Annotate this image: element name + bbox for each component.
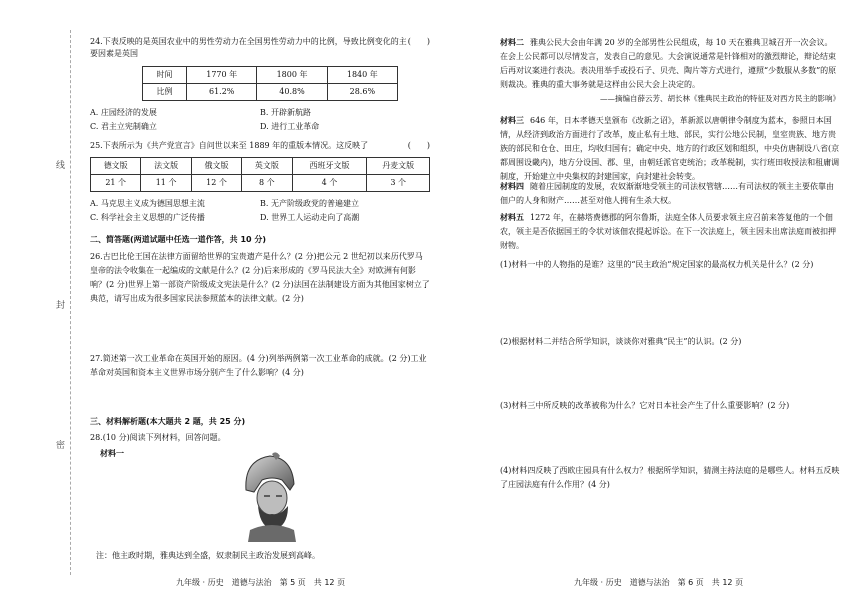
option-b: B. 无产阶级政党的普遍建立 [260,199,359,208]
q24-table-cell: 61.2% [187,84,257,101]
q25-table-cell: 3 个 [367,175,430,192]
q24-table-cell: 40.8% [257,84,327,101]
material-5 [500,211,840,253]
q24-options [90,107,430,133]
material-3-text: 646 年，日本孝德天皇颁布《改新之诏》，革新派以唐朝律令制度为蓝本，参照日本国情，从经济到政治方面进行了改革，废止私有土地、部民，实行公地公民制，皇室贵族、地方贵族的部民和仓仓、田庄，均收归国有；确定中央、地方的行政区划和组织，中央仿唐制设八省(京都周围设畿内)，地方分设国、郡、里，由朝廷派官吏统治；改革税制，实行班田收授法和租庸调制度，开始建立中央集权的封建国家，向封建社会转变。 [500,116,840,181]
q25-table [90,157,430,192]
option-d: D. 进行工业革命 [260,122,320,131]
q24-table-cell: 28.6% [327,84,397,101]
material-4-text: 随着庄园制度的发展，农奴渐渐地受领主的司法权管辖……有司法权的领主主要依靠由佃户的人身和财产……甚至对他人拥有生杀大权。 [500,182,834,205]
section-2-heading: 二、简答题(两道试题中任选一道作答，共 10 分) [90,235,267,244]
material-5-label: 材料五 [500,213,524,222]
answer-bracket: ( ) [407,141,430,150]
side-mark-mi: 密 [56,441,66,451]
pericles-bust-image [232,450,302,542]
q24-table [142,66,398,101]
material-4-label: 材料四 [500,182,524,191]
q24-table-cell: 1840 年 [327,67,397,84]
material-1-note: 注：他主政时期，雅典达到全盛，奴隶制民主政治发展到高峰。 [96,551,320,560]
material-2-label: 材料二 [500,38,524,47]
question-28: 28.(10 分)阅读下列材料，回答问题。 [90,433,226,442]
material-2-text: 雅典公民大会由年满 20 岁的全部男性公民组成，每 10 天在雅典卫城召开一次会议。在会上公民都可以尽情发言，发表自己的意见。大会演说通常是针锋相对的激烈辩论，辩论结束后再对议案进行表决。表决用举手或投石子、贝壳、陶片等方式进行，遵照“少数服从多数”的原则裁决。雅典的重大事务就是这样由公民大会上决定的。 [500,38,837,89]
section-3-heading: 三、材料解析题(本大题共 2 题，共 25 分) [90,417,246,426]
material-5-text: 1272 年，在赫塔费德郡的阿尔鲁斯，法庭全体人员要求领主应召前来答复他的一个佃农，领主是否依据国王的令状对该佃农提起诉讼。在下一次法庭上，领主因未出席法庭而被扣押财物。 [500,213,836,250]
answer-bracket: ( ) [407,37,430,46]
side-mark-feng: 封 [56,301,66,311]
material-1-label: 材料一 [100,448,124,458]
page-footer-right: 九年级 · 历史 道德与法治 第 6 页 共 12 页 [574,578,744,587]
q25-table-cell: 德文版 [91,158,141,175]
sub-question-3: (3)材料三中所反映的改革被称为什么？它对日本社会产生了什么重要影响？(2 分) [500,401,790,410]
option-c: C. 君主立宪制确立 [90,122,157,131]
option-c: C. 科学社会主义思想的广泛传播 [90,213,205,222]
sub-question-2: (2)根据材料二并结合所学知识，谈谈你对雅典“民主”的认识。(2 分) [500,337,742,346]
q25-table-cell: 西班牙文版 [292,158,367,175]
q25-table-cell: 俄文版 [191,158,241,175]
q25-table-cell: 12 个 [191,175,241,192]
sub-question-4: (4)材料四反映了西欧庄园具有什么权力？根据所学知识，猜测主持法庭的是哪些人。材料五反映了庄园法庭有什么作用？(4 分) [500,466,840,490]
side-mark-xian: 线 [56,161,66,171]
q25-table-cell: 4 个 [292,175,367,192]
question-25 [90,140,430,224]
q24-table-cell: 1800 年 [257,67,327,84]
option-b: B. 开辟新航路 [260,108,311,117]
material-2-citation: ——摘编自薛云芳、胡长林《雅典民主政治的特征及对西方民主的影响》 [600,94,840,103]
q25-table-cell: 英文版 [242,158,292,175]
q25-table-cell: 11 个 [141,175,191,192]
sub-question-1: (1)材料一中的人物指的是谁？这里的“民主政治”规定国家的最高权力机关是什么？(2 分) [500,260,814,269]
question-25-stem: 25.下表所示为《共产党宣言》自问世以来至 1889 年的重版本情况。这反映了 [90,141,369,150]
question-24-stem: 24.下表反映的是英国农业中的男性劳动力在全国男性劳动力中的比例，导致比例变化的主要因素是英国 [90,37,407,58]
question-26: 26.古巴比伦王国在法律方面留给世界的宝贵遗产是什么？(2 分)把公元 2 世纪初以来历代罗马皇帝的法令收集在一起编成的文献是什么？(2 分)后来形成的《罗马民法大全》对欧洲有何影响？(2 分)世界上第一部资产阶级成文宪法是什么？(2 分)法国在法制建设方面为其他国家树立了典范，请写出成为很多国家民法参照蓝本的法律文献。(2 分) [90,252,430,303]
option-a: A. 马克思主义成为德国思想主流 [90,199,205,208]
material-2 [500,36,840,105]
q25-table-cell: 丹麦文版 [367,158,430,175]
material-3-label: 材料三 [500,116,524,125]
q25-options [90,198,430,224]
option-d: D. 世界工人运动走向了高潮 [260,213,360,222]
q24-table-cell: 比例 [143,84,187,101]
q24-table-cell: 1770 年 [187,67,257,84]
right-page [450,0,860,608]
q25-table-cell: 21 个 [91,175,141,192]
question-27: 27.简述第一次工业革命在英国开始的原因。(4 分)列举两例第一次工业革命的成就。(2 分)工业革命对英国和资本主义世界市场分别产生了什么影响？(4 分) [90,354,427,377]
option-a: A. 庄园经济的发展 [90,108,157,117]
material-3 [500,114,840,184]
material-4 [500,180,840,208]
binding-line [70,30,71,575]
q25-table-cell: 法文版 [141,158,191,175]
q25-table-cell: 8 个 [242,175,292,192]
q24-table-cell: 时间 [143,67,187,84]
page-footer-left: 九年级 · 历史 道德与法治 第 5 页 共 12 页 [176,578,346,587]
question-24 [90,36,430,133]
